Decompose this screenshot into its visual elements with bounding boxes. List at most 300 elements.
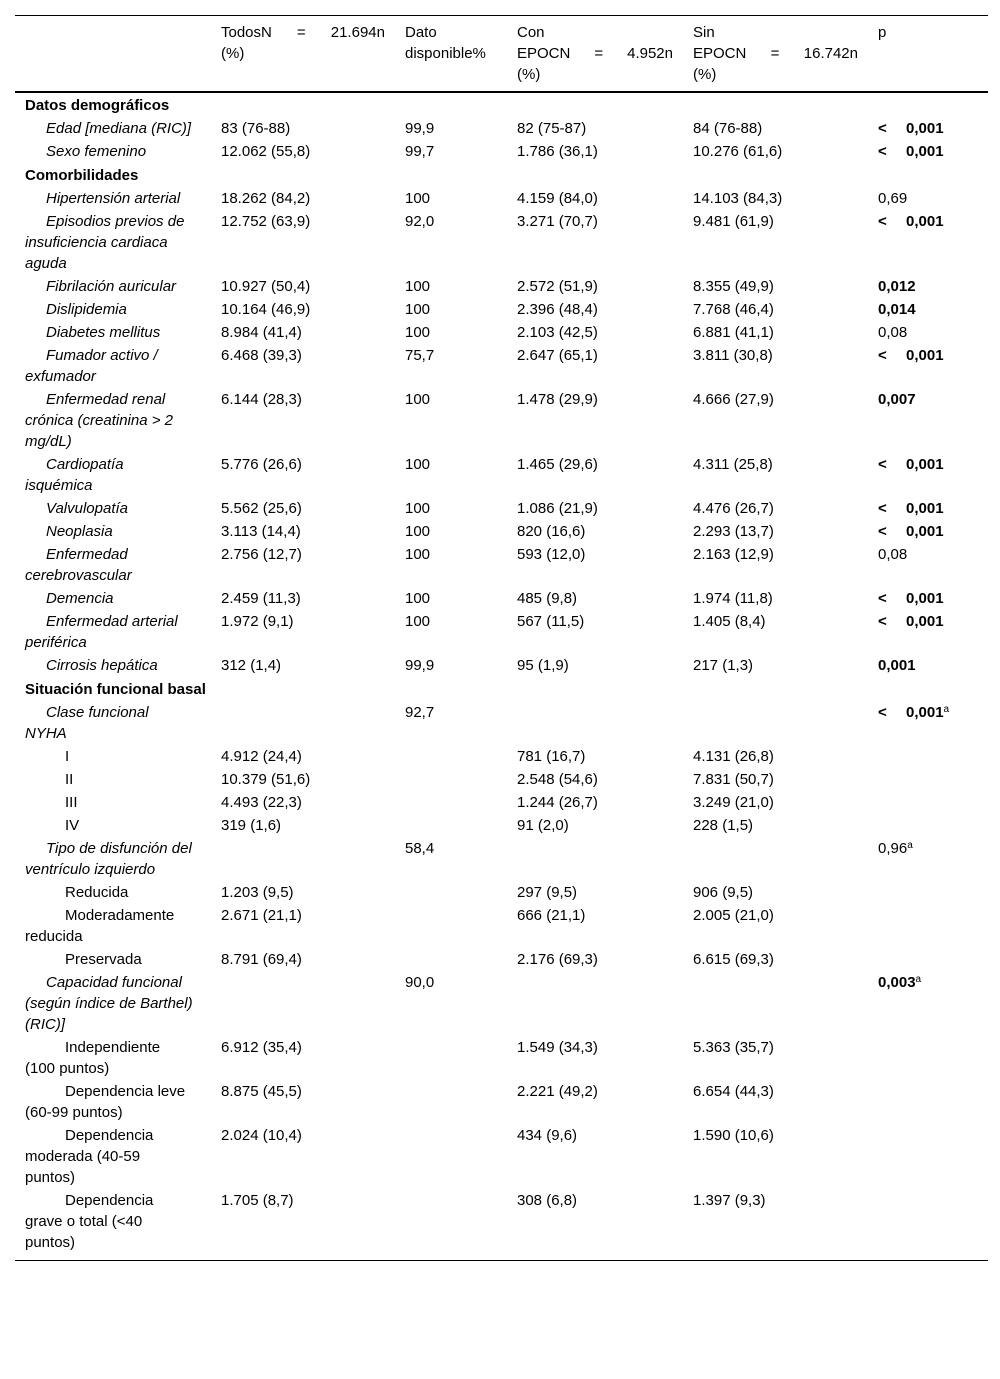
cell-con: 485 (9,8) bbox=[517, 590, 578, 607]
table-row bbox=[15, 187, 988, 210]
cell-con: 95 (1,9) bbox=[517, 657, 569, 674]
table-row bbox=[15, 520, 988, 543]
p-value: 0,001 bbox=[906, 120, 944, 137]
cell-p bbox=[868, 587, 988, 610]
cell-con: 1.465 (29,6) bbox=[517, 456, 598, 473]
cell-p bbox=[868, 745, 988, 768]
footnote-marker: a bbox=[943, 704, 950, 715]
row-label bbox=[15, 791, 211, 814]
cell-p bbox=[868, 701, 988, 745]
table-row bbox=[15, 210, 988, 275]
table-row bbox=[15, 275, 988, 298]
p-value: 0,003 bbox=[878, 974, 916, 991]
row-label bbox=[15, 701, 211, 745]
cell-p bbox=[868, 117, 988, 140]
row-label bbox=[15, 881, 211, 904]
cell-sin: 4.131 (26,8) bbox=[693, 748, 774, 765]
footnote-marker: a bbox=[907, 840, 913, 851]
row-label-text: Reducida bbox=[65, 884, 129, 901]
cell-sin: 6.654 (44,3) bbox=[693, 1083, 774, 1100]
cell-todos: 4.493 (22,3) bbox=[221, 794, 302, 811]
header-todos bbox=[211, 16, 395, 93]
table-row bbox=[15, 140, 988, 163]
cell-con: 781 (16,7) bbox=[517, 748, 586, 765]
cell-con: 593 (12,0) bbox=[517, 546, 586, 563]
cell-con: 820 (16,6) bbox=[517, 523, 586, 540]
header-todos-part: 21.694n bbox=[330, 24, 385, 41]
row-label-text: Dependencia moderada (40-59 puntos) bbox=[25, 1127, 154, 1186]
cell-p bbox=[868, 275, 988, 298]
less-than-symbol: < bbox=[878, 613, 887, 630]
cell-p bbox=[868, 497, 988, 520]
cell-dato bbox=[395, 745, 507, 768]
cell-sin: 4.666 (27,9) bbox=[693, 391, 774, 408]
row-label-text: Fumador activo / exfumador bbox=[25, 347, 158, 385]
cell-p bbox=[868, 298, 988, 321]
cell-p bbox=[868, 791, 988, 814]
p-value: 0,001 bbox=[906, 613, 944, 630]
cell-todos bbox=[211, 701, 395, 745]
cell-con: 434 (9,6) bbox=[517, 1127, 578, 1144]
cell-p bbox=[868, 520, 988, 543]
row-label-text: Edad [mediana (RIC)] bbox=[46, 120, 192, 137]
table-row bbox=[15, 768, 988, 791]
p-value: 0,001 bbox=[906, 143, 944, 160]
cell-sin: 4.311 (25,8) bbox=[693, 456, 773, 473]
cell-sin: 3.811 (30,8) bbox=[693, 347, 773, 364]
row-label bbox=[15, 543, 211, 587]
cell-todos: 18.262 (84,2) bbox=[221, 190, 311, 207]
cell-con: 1.244 (26,7) bbox=[517, 794, 598, 811]
cell-sin bbox=[683, 701, 868, 745]
cell-con: 82 (75-87) bbox=[517, 120, 587, 137]
row-label-text: Enfermedad renal crónica (creatinina > 2 mg/dL) bbox=[25, 391, 173, 450]
cell-todos: 12.752 (63,9) bbox=[221, 213, 311, 230]
cell-sin: 1.590 (10,6) bbox=[693, 1127, 774, 1144]
cell-dato bbox=[395, 1036, 507, 1080]
table-row bbox=[15, 654, 988, 677]
row-label-text: Independiente (100 puntos) bbox=[25, 1039, 161, 1077]
p-value: 0,001 bbox=[878, 657, 916, 674]
cell-todos: 2.756 (12,7) bbox=[221, 546, 302, 563]
cell-con: 297 (9,5) bbox=[517, 884, 578, 901]
cell-con: 4.159 (84,0) bbox=[517, 190, 598, 207]
row-label bbox=[15, 298, 211, 321]
cell-todos: 8.875 (45,5) bbox=[221, 1083, 302, 1100]
cell-sin: 4.476 (26,7) bbox=[693, 500, 774, 517]
row-label-text: Valvulopatía bbox=[46, 500, 129, 517]
cell-todos: 2.459 (11,3) bbox=[221, 590, 301, 607]
row-label-text: Dependencia grave o total (<40 puntos) bbox=[25, 1192, 154, 1251]
cell-dato: 100 bbox=[405, 301, 431, 318]
row-label bbox=[15, 610, 211, 654]
row-label-text: Diabetes mellitus bbox=[46, 324, 161, 341]
table-row bbox=[15, 701, 988, 745]
cell-dato bbox=[395, 948, 507, 971]
cell-dato: 100 bbox=[405, 590, 431, 607]
cell-p bbox=[868, 837, 988, 881]
cell-todos: 6.912 (35,4) bbox=[221, 1039, 302, 1056]
cell-p bbox=[868, 1080, 988, 1124]
table-row bbox=[15, 587, 988, 610]
cell-dato: 100 bbox=[405, 523, 431, 540]
less-than-symbol: < bbox=[878, 500, 887, 517]
cell-dato: 100 bbox=[405, 546, 431, 563]
cell-sin: 3.249 (21,0) bbox=[693, 794, 774, 811]
less-than-symbol: < bbox=[878, 347, 887, 364]
row-label bbox=[15, 814, 211, 837]
table-body bbox=[15, 92, 988, 1261]
cell-sin: 10.276 (61,6) bbox=[693, 143, 783, 160]
header-con-part: EPOCN bbox=[517, 45, 571, 62]
cell-todos: 5.562 (25,6) bbox=[221, 500, 302, 517]
row-label-text: I bbox=[65, 748, 70, 765]
table-row bbox=[15, 948, 988, 971]
p-value: 0,001 bbox=[906, 213, 944, 230]
row-label bbox=[15, 948, 211, 971]
row-label-text: Cardiopatía isquémica bbox=[25, 456, 124, 494]
table-row bbox=[15, 791, 988, 814]
cell-con: 1.549 (34,3) bbox=[517, 1039, 598, 1056]
less-than-symbol: < bbox=[878, 143, 887, 160]
header-con-part: (%) bbox=[517, 66, 541, 83]
table-row bbox=[15, 497, 988, 520]
cell-p bbox=[868, 768, 988, 791]
cell-todos: 3.113 (14,4) bbox=[221, 523, 301, 540]
row-label bbox=[15, 321, 211, 344]
cell-con bbox=[507, 971, 683, 1036]
header-sin-epoc bbox=[683, 16, 868, 93]
p-value: 0,08 bbox=[878, 324, 908, 341]
header-con-epoc bbox=[507, 16, 683, 93]
cell-con: 1.086 (21,9) bbox=[517, 500, 598, 517]
cell-p bbox=[868, 654, 988, 677]
cell-p bbox=[868, 948, 988, 971]
p-value: 0,001 bbox=[906, 523, 944, 540]
cell-p bbox=[868, 543, 988, 587]
cell-dato bbox=[395, 791, 507, 814]
p-value: 0,001 bbox=[906, 704, 944, 721]
header-dato-part: disponible% bbox=[405, 45, 486, 62]
header-sin-part: (%) bbox=[693, 66, 717, 83]
cell-dato: 100 bbox=[405, 190, 431, 207]
cell-dato: 58,4 bbox=[405, 840, 435, 857]
cell-dato: 92,7 bbox=[405, 704, 435, 721]
cell-p bbox=[868, 971, 988, 1036]
cell-sin bbox=[683, 837, 868, 881]
cell-dato: 92,0 bbox=[405, 213, 435, 230]
section-title: Situación funcional basal bbox=[25, 681, 206, 698]
cell-dato bbox=[395, 768, 507, 791]
row-label bbox=[15, 117, 211, 140]
header-sin-part: = bbox=[770, 45, 780, 62]
table-row bbox=[15, 543, 988, 587]
cell-todos bbox=[211, 837, 395, 881]
row-label-text: II bbox=[65, 771, 74, 788]
cell-dato: 100 bbox=[405, 278, 431, 295]
cell-dato: 100 bbox=[405, 391, 431, 408]
less-than-symbol: < bbox=[878, 590, 887, 607]
cell-dato bbox=[395, 1124, 507, 1189]
cell-p bbox=[868, 453, 988, 497]
cell-con bbox=[507, 837, 683, 881]
p-value: 0,007 bbox=[878, 391, 916, 408]
cell-dato: 100 bbox=[405, 324, 431, 341]
row-label-text: Cirrosis hepática bbox=[46, 657, 158, 674]
cell-todos: 10.379 (51,6) bbox=[221, 771, 311, 788]
row-label-text: Clase funcional NYHA bbox=[25, 704, 149, 742]
row-label-text: IV bbox=[65, 817, 80, 834]
row-label-text: Sexo femenino bbox=[46, 143, 147, 160]
cell-todos: 1.203 (9,5) bbox=[221, 884, 294, 901]
row-label-text: Neoplasia bbox=[46, 523, 113, 540]
cell-todos: 1.972 (9,1) bbox=[221, 613, 294, 630]
header-dato-part: Dato bbox=[405, 24, 437, 41]
row-label bbox=[15, 1080, 211, 1124]
cell-con: 1.786 (36,1) bbox=[517, 143, 598, 160]
p-value: 0,001 bbox=[906, 590, 944, 607]
cell-p bbox=[868, 210, 988, 275]
less-than-symbol: < bbox=[878, 456, 887, 473]
cell-todos bbox=[211, 971, 395, 1036]
row-label bbox=[15, 837, 211, 881]
row-label bbox=[15, 1189, 211, 1261]
row-label bbox=[15, 275, 211, 298]
table-row bbox=[15, 117, 988, 140]
cell-con: 2.103 (42,5) bbox=[517, 324, 598, 341]
section-row bbox=[15, 163, 988, 187]
cell-sin: 7.768 (46,4) bbox=[693, 301, 774, 318]
less-than-symbol: < bbox=[878, 704, 887, 721]
table-row bbox=[15, 388, 988, 453]
row-label bbox=[15, 1124, 211, 1189]
cell-sin: 1.974 (11,8) bbox=[693, 590, 773, 607]
header-sin-part: 16.742n bbox=[803, 45, 858, 62]
cell-dato: 75,7 bbox=[405, 347, 435, 364]
cell-dato: 90,0 bbox=[405, 974, 435, 991]
cell-p bbox=[868, 881, 988, 904]
cell-dato: 99,9 bbox=[405, 120, 435, 137]
cell-p bbox=[868, 610, 988, 654]
cell-p bbox=[868, 1124, 988, 1189]
cell-p bbox=[868, 344, 988, 388]
row-label bbox=[15, 344, 211, 388]
cell-con: 666 (21,1) bbox=[517, 907, 586, 924]
row-label-text: III bbox=[65, 794, 78, 811]
cell-p bbox=[868, 388, 988, 453]
row-label-text: Moderadamente reducida bbox=[25, 907, 175, 945]
row-label bbox=[15, 187, 211, 210]
header-con-part: = bbox=[594, 45, 604, 62]
cell-con: 567 (11,5) bbox=[517, 613, 585, 630]
cell-p bbox=[868, 814, 988, 837]
cell-con: 2.647 (65,1) bbox=[517, 347, 598, 364]
cell-dato: 99,9 bbox=[405, 657, 435, 674]
section-title: Datos demográficos bbox=[25, 97, 170, 114]
cell-con: 1.478 (29,9) bbox=[517, 391, 598, 408]
less-than-symbol: < bbox=[878, 213, 887, 230]
table-row bbox=[15, 745, 988, 768]
cell-sin: 1.397 (9,3) bbox=[683, 1189, 868, 1261]
cell-dato bbox=[395, 904, 507, 948]
cell-sin: 2.293 (13,7) bbox=[693, 523, 774, 540]
row-label bbox=[15, 210, 211, 275]
cell-con: 2.572 (51,9) bbox=[517, 278, 598, 295]
row-label bbox=[15, 654, 211, 677]
less-than-symbol: < bbox=[878, 120, 887, 137]
cell-sin: 2.163 (12,9) bbox=[693, 546, 774, 563]
table-row bbox=[15, 610, 988, 654]
cell-sin: 6.881 (41,1) bbox=[693, 324, 774, 341]
table-row bbox=[15, 1036, 988, 1080]
cell-p bbox=[868, 321, 988, 344]
row-label-text: Tipo de disfunción del ventrículo izquierdo bbox=[25, 840, 192, 878]
cell-con: 2.396 (48,4) bbox=[517, 301, 598, 318]
cell-todos: 312 (1,4) bbox=[221, 657, 282, 674]
cell-sin: 8.355 (49,9) bbox=[693, 278, 774, 295]
row-label bbox=[15, 768, 211, 791]
cell-p bbox=[868, 1189, 988, 1261]
cell-p bbox=[868, 187, 988, 210]
table-row bbox=[15, 837, 988, 881]
cell-con: 3.271 (70,7) bbox=[517, 213, 598, 230]
cell-dato bbox=[395, 881, 507, 904]
cell-p bbox=[868, 904, 988, 948]
table-row bbox=[15, 344, 988, 388]
row-label-text: Preservada bbox=[65, 951, 142, 968]
cell-sin: 2.005 (21,0) bbox=[693, 907, 774, 924]
data-table bbox=[15, 15, 988, 1261]
table-row bbox=[15, 1080, 988, 1124]
table-row bbox=[15, 971, 988, 1036]
row-label bbox=[15, 453, 211, 497]
cell-p bbox=[868, 140, 988, 163]
cell-todos: 6.468 (39,3) bbox=[221, 347, 302, 364]
cell-dato: 100 bbox=[405, 456, 431, 473]
row-label bbox=[15, 520, 211, 543]
cell-p bbox=[868, 1036, 988, 1080]
cell-sin: 7.831 (50,7) bbox=[693, 771, 774, 788]
row-label bbox=[15, 587, 211, 610]
cell-todos: 10.164 (46,9) bbox=[221, 301, 311, 318]
row-label bbox=[15, 971, 211, 1036]
header-todos-part: = bbox=[296, 24, 306, 41]
p-value: 0,001 bbox=[906, 456, 944, 473]
cell-con bbox=[507, 701, 683, 745]
header-con-part: Con bbox=[517, 24, 545, 41]
cell-dato: 99,7 bbox=[405, 143, 435, 160]
cell-sin: 5.363 (35,7) bbox=[693, 1039, 774, 1056]
cell-dato: 100 bbox=[405, 500, 431, 517]
header-label-cell bbox=[15, 16, 211, 93]
table-row bbox=[15, 453, 988, 497]
cell-sin: 217 (1,3) bbox=[693, 657, 754, 674]
row-label bbox=[15, 745, 211, 768]
table-row bbox=[15, 1189, 988, 1261]
row-label bbox=[15, 904, 211, 948]
header-row bbox=[15, 16, 988, 93]
header-p: p bbox=[868, 16, 988, 93]
cell-todos: 12.062 (55,8) bbox=[221, 143, 311, 160]
table-row bbox=[15, 321, 988, 344]
section-title: Comorbilidades bbox=[25, 167, 139, 184]
cell-todos: 5.776 (26,6) bbox=[221, 456, 302, 473]
cell-sin: 228 (1,5) bbox=[693, 817, 754, 834]
row-label bbox=[15, 1036, 211, 1080]
p-value: 0,08 bbox=[878, 546, 908, 563]
row-label-text: Hipertensión arterial bbox=[46, 190, 181, 207]
cell-con: 2.548 (54,6) bbox=[517, 771, 598, 788]
table-row bbox=[15, 1124, 988, 1189]
header-sin-part: EPOCN bbox=[693, 45, 747, 62]
row-label-text: Dependencia leve (60-99 puntos) bbox=[25, 1083, 186, 1121]
cell-sin: 14.103 (84,3) bbox=[693, 190, 783, 207]
cell-dato bbox=[395, 1080, 507, 1124]
cell-dato bbox=[395, 814, 507, 837]
cell-todos: 1.705 (8,7) bbox=[211, 1189, 395, 1261]
p-value: 0,96 bbox=[878, 840, 908, 857]
table-row bbox=[15, 814, 988, 837]
cell-todos: 4.912 (24,4) bbox=[221, 748, 302, 765]
less-than-symbol: < bbox=[878, 523, 887, 540]
p-value: 0,001 bbox=[906, 500, 944, 517]
row-label bbox=[15, 140, 211, 163]
row-label bbox=[15, 497, 211, 520]
cell-dato bbox=[395, 1189, 507, 1261]
cell-sin: 6.615 (69,3) bbox=[693, 951, 774, 968]
p-value: 0,001 bbox=[906, 347, 944, 364]
cell-con: 91 (2,0) bbox=[517, 817, 569, 834]
cell-dato: 100 bbox=[405, 613, 431, 630]
section-row bbox=[15, 677, 988, 701]
cell-con: 2.176 (69,3) bbox=[517, 951, 598, 968]
row-label-text: Capacidad funcional (según índice de Barthel) (RIC)] bbox=[25, 974, 193, 1033]
row-label bbox=[15, 388, 211, 453]
cell-todos: 2.024 (10,4) bbox=[221, 1127, 302, 1144]
table-row bbox=[15, 881, 988, 904]
row-label-text: Enfermedad cerebrovascular bbox=[25, 546, 132, 584]
cell-todos: 10.927 (50,4) bbox=[221, 278, 311, 295]
cell-sin: 906 (9,5) bbox=[693, 884, 754, 901]
row-label-text: Demencia bbox=[46, 590, 114, 607]
row-label-text: Episodios previos de insuficiencia cardiaca aguda bbox=[25, 213, 185, 272]
p-value: 0,014 bbox=[878, 301, 916, 318]
cell-todos: 8.984 (41,4) bbox=[221, 324, 302, 341]
cell-todos: 2.671 (21,1) bbox=[221, 907, 302, 924]
row-label-text: Dislipidemia bbox=[46, 301, 127, 318]
row-label-text: Enfermedad arterial periférica bbox=[25, 613, 178, 651]
p-value: 0,012 bbox=[878, 278, 916, 295]
cell-con: 2.221 (49,2) bbox=[517, 1083, 598, 1100]
section-row bbox=[15, 92, 988, 117]
cell-todos: 83 (76-88) bbox=[221, 120, 291, 137]
header-con-part: 4.952n bbox=[627, 45, 673, 62]
header-dato bbox=[395, 16, 507, 93]
cell-sin: 9.481 (61,9) bbox=[693, 213, 774, 230]
header-todos-part: (%) bbox=[221, 45, 245, 62]
footnote-marker: a bbox=[915, 974, 922, 985]
cell-todos: 6.144 (28,3) bbox=[221, 391, 302, 408]
table-row bbox=[15, 904, 988, 948]
row-label-text: Fibrilación auricular bbox=[46, 278, 177, 295]
p-value: 0,69 bbox=[878, 190, 908, 207]
cell-con: 308 (6,8) bbox=[507, 1189, 683, 1261]
cell-todos: 8.791 (69,4) bbox=[221, 951, 302, 968]
cell-sin bbox=[683, 971, 868, 1036]
header-todos-part: TodosN bbox=[221, 24, 272, 41]
table-row bbox=[15, 298, 988, 321]
cell-sin: 84 (76-88) bbox=[693, 120, 763, 137]
